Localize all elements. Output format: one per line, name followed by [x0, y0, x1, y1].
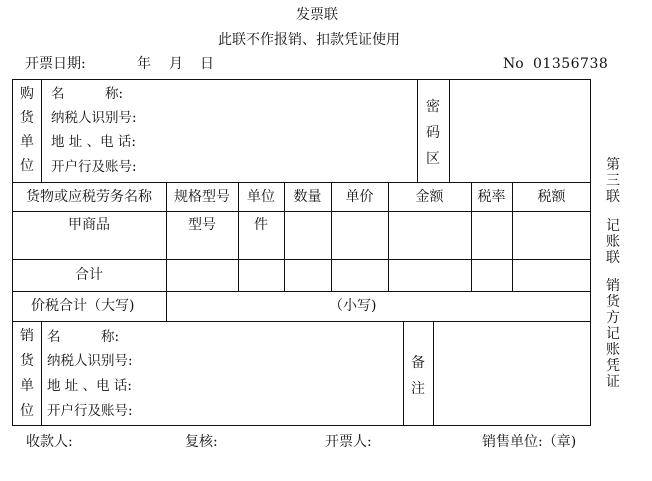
- item-spec: 型号: [188, 217, 216, 233]
- seller-unit-stamp-label: 销售单位:（章): [482, 434, 577, 450]
- invoice-no-label: No: [503, 56, 524, 72]
- col-header-unit: 单位: [247, 189, 275, 205]
- secret-code-area: 密 码 区: [426, 99, 440, 167]
- col-header-tax-rate: 税率: [477, 189, 506, 205]
- divider: [166, 291, 167, 321]
- buyer-side-label: 购 货 单 位: [20, 86, 34, 174]
- seller-side-label: 销 货 单 位: [20, 328, 34, 419]
- divider: [12, 321, 591, 322]
- remarks-area: 备 注: [411, 355, 425, 397]
- divider: [12, 259, 591, 260]
- copy-label-part2: 记 账 联: [606, 218, 620, 266]
- invoice-subtitle: 此联不作报销、扣款凭证使用: [218, 32, 400, 48]
- col-header-price: 单价: [345, 189, 374, 205]
- payee-label: 收款人:: [26, 434, 73, 450]
- col-header-amount: 金额: [415, 189, 444, 205]
- col-header-name: 货物或应税劳务名称: [26, 189, 152, 205]
- total-label: 合计: [75, 267, 103, 283]
- divider: [41, 321, 42, 426]
- year-label: 年: [137, 56, 151, 72]
- drawer-label: 开票人:: [325, 434, 372, 450]
- divider: [12, 211, 591, 212]
- buyer-address-label: 地 址 、电 话:: [51, 134, 136, 150]
- col-header-tax-amount: 税额: [537, 189, 566, 205]
- reviewer-label: 复核:: [185, 434, 218, 450]
- seller-tax-id-label: 纳税人识别号:: [47, 353, 133, 369]
- divider: [12, 291, 591, 292]
- buyer-tax-id-label: 纳税人识别号:: [51, 110, 137, 126]
- seller-address-label: 地 址 、电 话:: [47, 378, 132, 394]
- seller-bank-label: 开户行及账号:: [47, 403, 133, 419]
- invoice-number: 01356738: [533, 56, 609, 72]
- date-label: 开票日期:: [25, 56, 86, 72]
- tax-total-uppercase-label: 价税合计（大写): [31, 298, 135, 314]
- copy-label-part1: 第 三 联: [606, 157, 620, 205]
- divider: [433, 321, 434, 426]
- copy-label-part3: 销 货 方 记 账 凭 证: [606, 278, 620, 390]
- divider: [41, 79, 42, 182]
- divider: [417, 79, 418, 182]
- item-name: 甲商品: [68, 217, 110, 233]
- divider: [449, 79, 450, 182]
- invoice-title: 发票联: [296, 7, 338, 23]
- col-header-spec: 规格型号: [174, 189, 230, 205]
- invoice-table: [12, 79, 591, 426]
- item-unit: 件: [254, 217, 268, 233]
- month-label: 月: [169, 56, 183, 72]
- tax-total-small-label: （小写): [329, 298, 377, 314]
- seller-name-label: 名 称:: [47, 329, 120, 345]
- divider: [12, 182, 591, 183]
- buyer-name-label: 名 称:: [51, 86, 124, 102]
- divider: [403, 321, 404, 426]
- day-label: 日: [200, 56, 214, 72]
- col-header-quantity: 数量: [293, 189, 322, 205]
- buyer-bank-label: 开户行及账号:: [51, 159, 137, 175]
